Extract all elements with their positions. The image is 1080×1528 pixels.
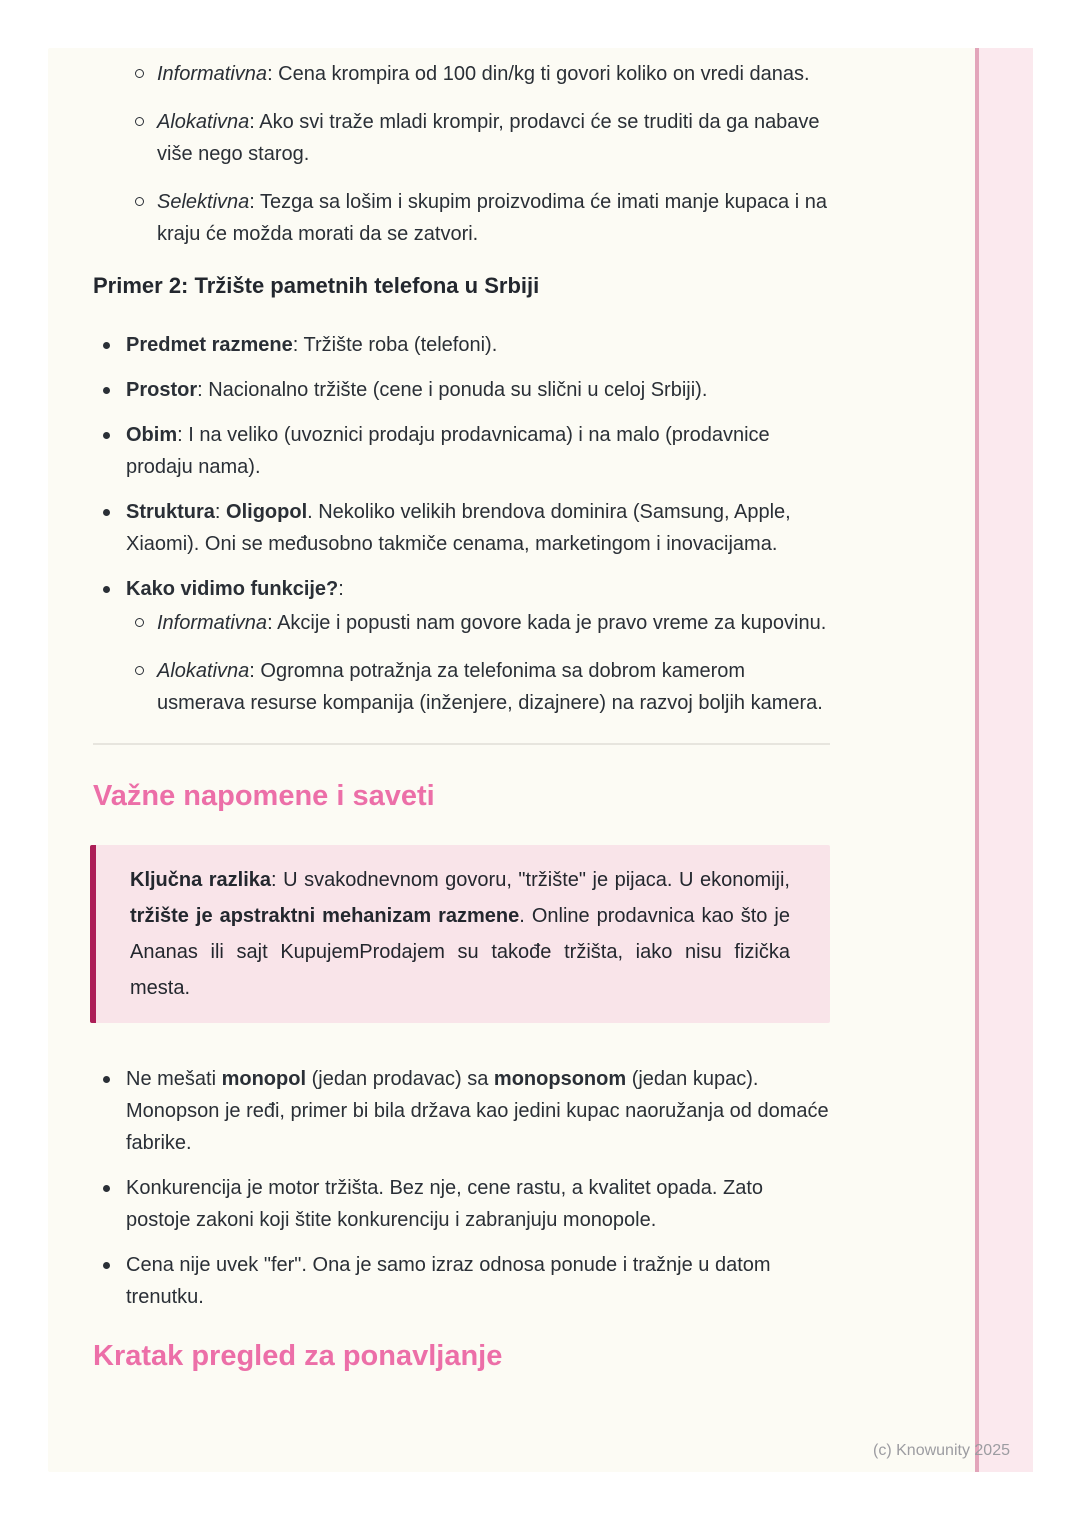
list-item-text: Predmet razmene: Tržište roba (telefoni).: [126, 334, 498, 356]
page-content: [90, 58, 830, 1373]
bullet-icon: [103, 586, 110, 593]
functions-sublist: [90, 607, 830, 719]
primer2-heading: Primer 2: Tržište pametnih telefona u Srbiji: [93, 273, 540, 298]
list-item: [90, 607, 830, 639]
page-margin-strip: [975, 48, 1033, 1472]
list-item-text: Obim: I na veliko (uvoznici prodaju prodavnicama) i na malo (prodavnice prodaju nama).: [126, 424, 770, 478]
market-functions-example-list: [90, 58, 830, 250]
list-item: [90, 329, 830, 361]
circle-bullet-icon: [135, 117, 144, 126]
list-item: [90, 106, 830, 170]
copyright-watermark: (c) Knowunity 2025: [873, 1442, 1010, 1459]
bullet-icon: [103, 1262, 110, 1269]
list-item-text: Prostor: Nacionalno tržište (cene i ponuda su slični u celoj Srbiji).: [126, 379, 708, 401]
callout-text: Ključna razlika: U svakodnevnom govoru, "tržište" je pijaca. U ekonomiji, tržište je apstraktni mehanizam razmene. Online prodavnica kao što je Ananas ili sajt KupujemProdajem su takođe tržišta, iako nisu fizička mesta.: [130, 869, 790, 999]
list-item: [90, 1172, 830, 1236]
review-section-heading: Kratak pregled za ponavljanje: [93, 1340, 503, 1372]
advice-list: [90, 1063, 830, 1313]
list-item-text: Struktura: Oligopol. Nekoliko velikih brendova dominira (Samsung, Apple, Xiaomi). Oni se međusobno takmiče cenama, marketingom i inovacijama.: [126, 501, 791, 555]
list-item-text: Konkurencija je motor tržišta. Bez nje, cene rastu, a kvalitet opada. Zato postoje zakoni koji štite konkurenciju i zabranjuju monopole.: [126, 1177, 763, 1231]
list-item: [90, 1063, 830, 1159]
list-item-text: Informativna: Akcije i popusti nam govore kada je pravo vreme za kupovinu.: [157, 612, 827, 634]
circle-bullet-icon: [135, 197, 144, 206]
smartphone-market-list: [90, 329, 830, 719]
list-item: [90, 655, 830, 719]
bullet-icon: [103, 509, 110, 516]
note-page: [48, 48, 1033, 1472]
circle-bullet-icon: [135, 69, 144, 78]
list-item: [90, 374, 830, 406]
bullet-icon: [103, 1185, 110, 1192]
bullet-icon: [103, 387, 110, 394]
circle-bullet-icon: [135, 666, 144, 675]
circle-bullet-icon: [135, 618, 144, 627]
bullet-icon: [103, 342, 110, 349]
list-item-text: Ne mešati monopol (jedan prodavac) sa monopsonom (jedan kupac). Monopson je ređi, primer bi bila država kao jedini kupac naoružanja od domaće fabrike.: [126, 1068, 829, 1154]
list-item-text: Alokativna: Ogromna potražnja za telefonima sa dobrom kamerom usmerava resurse kompanija (inženjere, dizajnere) na razvoj boljih kamera.: [157, 660, 823, 714]
list-item-text: Kako vidimo funkcije?:: [126, 578, 344, 600]
list-item: [90, 58, 830, 90]
bullet-icon: [103, 432, 110, 439]
list-item-text: Cena nije uvek "fer". Ona je samo izraz odnosa ponude i tražnje u datom trenutku.: [126, 1254, 771, 1308]
section-divider: [93, 743, 830, 745]
list-item: [90, 1249, 830, 1313]
list-item: [90, 496, 830, 560]
list-item: [90, 573, 830, 719]
list-item: [90, 419, 830, 483]
list-item-text: Informativna: Cena krompira od 100 din/kg ti govori koliko on vredi danas.: [157, 63, 810, 85]
notes-section-heading: Važne napomene i saveti: [93, 780, 435, 812]
bullet-icon: [103, 1076, 110, 1083]
list-item-text: Alokativna: Ako svi traže mladi krompir, prodavci će se truditi da ga nabave više nego starog.: [157, 111, 820, 165]
list-item-text: Selektivna: Tezga sa lošim i skupim proizvodima će imati manje kupaca i na kraju će možda morati da se zatvori.: [157, 191, 827, 245]
key-difference-callout: [90, 845, 830, 1023]
list-item: [90, 186, 830, 250]
